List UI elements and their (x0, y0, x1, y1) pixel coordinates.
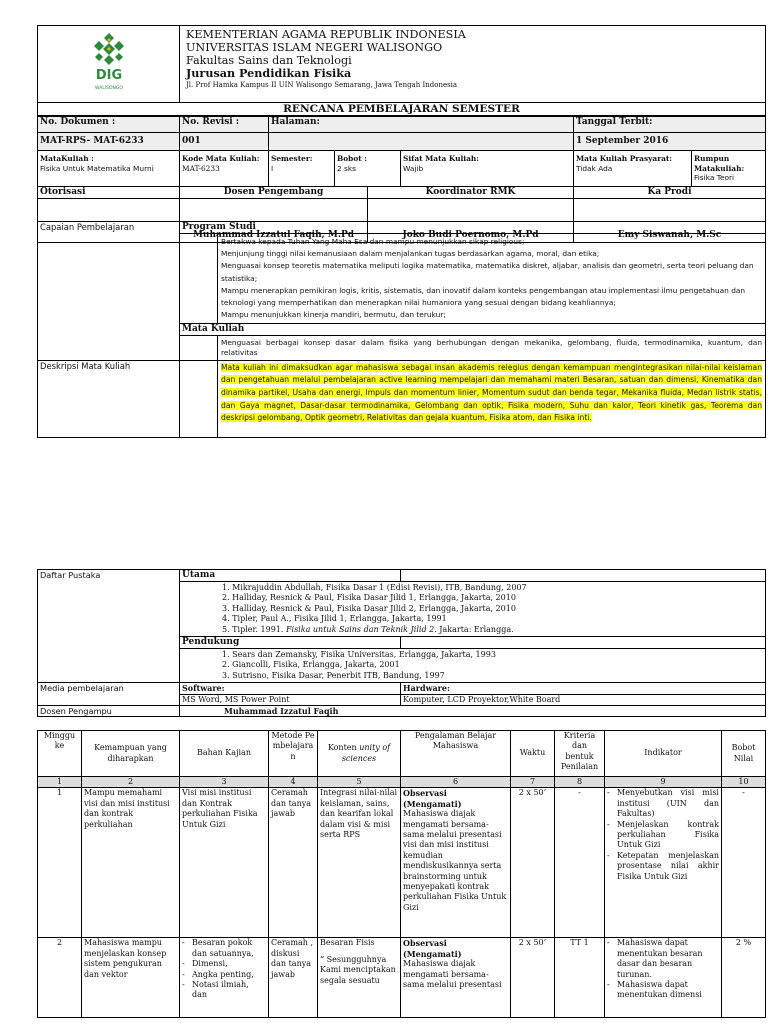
col-num: 5 (318, 777, 401, 788)
deskripsi-indent (180, 360, 218, 438)
col-kriteria: Kriteria dan bentuk Penilaian (555, 731, 605, 777)
indikator-item (607, 938, 719, 980)
prodi-item: Mampu menerapkan pemikiran logis, kritis, sistematis, dan inovatif dalam konteks pengembangan atau implementasi ilmu pengetahuan dan teknologi yang memperhatikan dan menerapkan nilai humaniora yang sesuai dengan bidang keahliannya; (221, 285, 746, 308)
pustaka-table (37, 569, 766, 717)
indikator-text: Menjelaskan kontrak perkuliahan Fisika Untuk Gizi (617, 819, 719, 850)
department-name: Jurusan Pendidikan Fisika (186, 66, 352, 80)
software-value: MS Word, MS Power Point (180, 694, 401, 705)
col-pengalaman: Pengalaman Belajar Mahasiswa (401, 731, 511, 777)
faculty-name: Fakultas Sains dan Teknologi (186, 54, 352, 67)
otorisasi-label: Otorisasi (38, 187, 180, 199)
deskripsi-label: Deskripsi Mata Kuliah (38, 360, 180, 438)
pengalaman-text: Mahasiswa diajak mengamati bersama-sama melalui presentasi (403, 959, 502, 990)
koordinator-label: Koordinator RMK (368, 187, 574, 199)
utama-blank (401, 570, 766, 582)
hardware-value: Komputer, LCD Proyektor,White Board (401, 694, 766, 705)
bahan-text: Besaran pokok dan satuannya, (192, 938, 254, 958)
schedule-table (37, 730, 766, 1018)
logo-caption: WALISONGO (94, 86, 123, 91)
bullet-dash: - (607, 980, 610, 990)
indikator-item (607, 851, 719, 882)
semester-label: Semester: (271, 154, 313, 163)
bahan-text: Notasi ilmiah, dan (192, 980, 249, 1000)
sifat-cell (401, 151, 574, 187)
bullet-dash: - (182, 980, 185, 990)
col-konten-italic: unity of sciences (341, 743, 391, 763)
kode-label: Kode Mata Kuliah: (182, 154, 260, 163)
kriteria: - (555, 788, 605, 938)
svg-text:DIG: DIG (95, 68, 122, 83)
rumpun-label: Rumpun Matakuliah: (694, 154, 745, 173)
pustaka-label: Daftar Pustaka (38, 570, 180, 683)
pengalaman-text: Mahasiswa diajak mengamati bersama-sama melalui presentasi visi dan misi institusi kemudian mendiskusikannya serta brainstorming untuk menyepakati kontrak perkuliahan Fisika Untuk Gizi (403, 809, 507, 912)
utama-item-title: Fisika untuk Sains dan Teknik Jilid 2 (285, 624, 435, 634)
bahan-item (182, 970, 266, 980)
waktu: 2 x 50’ (511, 788, 555, 938)
halaman-label: Halaman: (269, 117, 574, 133)
pendukung-list (180, 649, 766, 683)
bahan-item (182, 959, 266, 969)
indikator-text: Menyebutkan visi misi institusi (UIN dan Fakultas) (617, 788, 719, 819)
pendukung-item: 2. Giancolli, Fisika, Erlangga, Jakarta, 2001 (222, 660, 400, 670)
semester-value: I (271, 163, 274, 173)
hardware-label: Hardware: (401, 683, 766, 694)
column-number-row (38, 777, 766, 788)
utama-list (180, 582, 766, 637)
week-number: 1 (38, 788, 82, 938)
address: Jl. Prof Hamka Kampus II UIN Walisongo Semarang, Jawa Tengah Indonesia (186, 81, 458, 89)
konten-text: “ Sesungguhnya Kami menciptakan segala sesuatu (320, 954, 396, 985)
no-dokumen-value: MAT-RPS- MAT-6233 (38, 133, 180, 151)
bullet-dash: - (607, 938, 610, 948)
bahan-text: Dimensi, (192, 959, 228, 969)
utama-item-prefix: 5. Tipler. 1991. (222, 624, 286, 634)
col-num: 10 (722, 777, 766, 788)
utama-item-suffix: . Jakarta: Erlangga. (434, 624, 514, 634)
prodi-list (218, 234, 766, 324)
mk-indent (180, 336, 218, 360)
prodi-item: Menjunjung tinggi nilai kemanusiaan dalam menjalankan tugas berdasarkan agama, moral, dan etika; (221, 249, 600, 259)
table-row (38, 938, 766, 1018)
indikator-text: Ketepatan menjelaskan prosentase nilai akhir Fisika Untuk Gizi (617, 850, 719, 881)
indikator-text: Mahasiswa dapat menentukan dimensi (617, 980, 702, 1000)
institution-info (180, 26, 766, 103)
konten-title: Besaran Fisis (320, 938, 375, 948)
pengalaman-title: Observasi (Mengamati) (403, 938, 462, 959)
bahan-item (182, 938, 266, 959)
mata-kuliah-cp-text: Menguasai berbagai konsep dasar dalam fisika yang berhubungan dengan mekanika, gelombang, fluida, termodinamika, kuantum, dan relativitas (218, 336, 766, 360)
kriteria: TT 1 (555, 938, 605, 1018)
indikator-item (607, 980, 719, 1001)
mata-kuliah-value: Fisika Untuk Matematika Murni (40, 163, 154, 173)
indikator (605, 938, 722, 1018)
indikator-text: Mahasiswa dapat menentukan besaran dasar dan besaran turunan. (617, 938, 703, 979)
col-num: 6 (401, 777, 511, 788)
bobot-label: Bobot : (337, 154, 367, 163)
pengalaman (401, 788, 511, 938)
prasyarat-label: Mata Kuliah Prasyarat: (576, 154, 673, 163)
konten: Integrasi nilai-nilai keislaman, sains, dan kearifan lokal dalam visi & misi serta RPS (318, 788, 401, 938)
prasyarat-value: Tidak Ada (576, 163, 613, 173)
rps-title: RENCANA PEMBELAJARAN SEMESTER (38, 103, 766, 116)
col-konten-label: Konten (327, 743, 360, 753)
media-label: Media pembelajaran (38, 683, 180, 706)
kaprodi-label: Ka Prodi (574, 187, 766, 199)
bullet-dash: - (182, 938, 185, 948)
capaian-label: Capaian Pembelajaran (38, 222, 180, 361)
kode-cell (180, 151, 269, 187)
table-row (38, 788, 766, 938)
university-logo (87, 31, 131, 93)
pengampu-label: Dosen Pengampu (38, 706, 180, 717)
kemampuan: Mampu memahami visi dan misi institusi dan kontrak perkuliahan (82, 788, 180, 938)
mata-kuliah-cp-label: Mata Kuliah (180, 324, 766, 336)
no-revisi-label: No. Revisi : (180, 117, 269, 133)
week-number: 2 (38, 938, 82, 1018)
pendukung-item: 3. Sutrisno, Fisika Dasar, Penerbit ITB, Bandung, 1997 (222, 670, 445, 680)
bullet-dash: - (607, 819, 610, 829)
dosen-pengembang-name: Muhammad Izzatul Faqih, M.Pd (180, 199, 368, 243)
deskripsi-cell (218, 360, 766, 438)
bobot: - (722, 788, 766, 938)
sifat-label: Sifat Mata Kuliah: (403, 154, 479, 163)
kaprodi-name: Emy Siswanah, M.Sc (574, 199, 766, 243)
indikator-item (607, 820, 719, 851)
konten (318, 938, 401, 1018)
schedule-header-row (38, 731, 766, 777)
bobot: 2 % (722, 938, 766, 1018)
ministry-name: KEMENTERIAN AGAMA REPUBLIK INDONESIA (186, 28, 466, 41)
bobot-cell (335, 151, 401, 187)
utama-item: 2. Halliday, Resnick & Paul, Fisika Dasar Jilid 1, Erlangga, Jakarta, 2010 (222, 593, 516, 603)
deskripsi-text: Mata kuliah ini dimaksudkan agar mahasiswa sebagai insan akademis relegius dengan kemampuan mengintegrasikan nilai-nilai keislaman dan pengetahuan melalui pembelajaran active learning mempelajari dan memahami materi Besaran, satuan dan dimensi, Kinematika dan dinamika partikel, Usaha dan energi, Impuls dan momentum linier, Momentum sudut dan benda tegar, Mekanika fluida, Medan listrik statis, dan Gaya magnet, Dasar-dasar termodinamika, Gelombang dan optik, Fisika modern, Suhu dan kalor, Teori kinetik gas, Teorema dan deskripsi gelombang, Optik geometri, Relativitas dan gejala kuantum, Fisika atom, dan Fisika inti. (221, 362, 763, 423)
col-bahan: Bahan Kajian (180, 731, 269, 777)
prodi-item: Bertakwa kepada Tuhan Yang Maha Esa dan mampu menunjukkan sikap religious; (221, 237, 525, 246)
tanggal-terbit-value: 1 September 2016 (574, 133, 766, 151)
utama-item: 4. Tipler, Paul A., Fisika Jilid 1, Erlangga, Jakarta, 1991 (222, 614, 447, 624)
col-waktu: Waktu (511, 731, 555, 777)
waktu: 2 x 50’ (511, 938, 555, 1018)
prodi-item: Mampu menunjukkan kinerja mandiri, bermutu, dan terukur; (221, 310, 446, 320)
tanggal-terbit-label: Tanggal Terbit: (574, 117, 766, 133)
sifat-value: Wajib (403, 163, 424, 173)
utama-item: 1. Mikrajuddin Abdullah, Fisika Dasar 1 (Edisi Revisi), ITB, Bandung, 2007 (222, 583, 527, 592)
pendukung-item: 1. Sears dan Zemansky, Fisika Universitas, Erlangga, Jakarta, 1993 (222, 650, 496, 660)
col-kemampuan: Kemampuan yang diharapkan (82, 731, 180, 777)
utama-item (222, 625, 763, 635)
pengalaman (401, 938, 511, 1018)
university-name: UNIVERSITAS ISLAM NEGERI WALISONGO (186, 41, 443, 54)
mata-kuliah-cell (38, 151, 180, 187)
indikator-item (607, 788, 719, 819)
col-num: 3 (180, 777, 269, 788)
col-minggu: Minggu ke (38, 731, 82, 777)
col-metode: Metode Pembelajaran (269, 731, 318, 777)
document-header (37, 25, 766, 116)
metode: Ceramah dan tanya jawab (269, 788, 318, 938)
col-num: 2 (82, 777, 180, 788)
col-num: 9 (605, 777, 722, 788)
bullet-dash: - (182, 959, 185, 969)
utama-label: Utama (180, 570, 401, 582)
pendukung-blank (401, 637, 766, 649)
bahan-kajian (180, 938, 269, 1018)
prodi-indent (180, 234, 218, 324)
no-dokumen-label: No. Dokumen : (38, 117, 180, 133)
koordinator-name: Joko Budi Poernomo, M.Pd (368, 199, 574, 243)
col-num: 7 (511, 777, 555, 788)
mata-kuliah-label: MataKuliah : (40, 154, 94, 163)
col-num: 4 (269, 777, 318, 788)
bahan-item (182, 980, 266, 1001)
kode-value: MAT-6233 (182, 163, 220, 173)
dosen-pengembang-label: Dosen Pengembang (180, 187, 368, 199)
bullet-dash: - (182, 969, 185, 979)
indikator (605, 788, 722, 938)
col-num: 8 (555, 777, 605, 788)
halaman-value (269, 133, 574, 151)
logo-cell (38, 26, 180, 103)
col-bobot: Bobot Nilai (722, 731, 766, 777)
bullet-dash: - (607, 788, 610, 798)
rumpun-cell (692, 151, 766, 187)
software-label: Software: (180, 683, 401, 694)
col-konten (318, 731, 401, 777)
col-indikator: Indikator (605, 731, 722, 777)
bullet-dash: - (607, 850, 610, 860)
bobot-value: 2 sks (337, 163, 357, 173)
pendukung-label: Pendukung (180, 637, 401, 649)
pengampu-name: Muhammad Izzatul Faqih (180, 706, 766, 717)
prodi-item: Menguasai konsep teoretis matematika meliputi logika matematika, matematika diskret, aljabar, analisis dan geometri, serta teori peluang dan statistika; (221, 261, 754, 283)
col-num: 1 (38, 777, 82, 788)
rumpun-value: Fisika Teori (694, 173, 735, 183)
bahan-text: Angka penting, (192, 969, 254, 979)
program-studi-label: Program Studi (180, 222, 766, 234)
utama-item: 3. Halliday, Resnick & Paul, Fisika Dasar Jilid 2, Erlangga, Jakarta, 2010 (222, 603, 516, 613)
prasyarat-cell (574, 151, 692, 187)
bahan-kajian: Visi misi institusi dan Kontrak perkuliahan Fisika Untuk Gizi (180, 788, 269, 938)
metode: Ceramah , diskusi dan tanya jawab (269, 938, 318, 1018)
capaian-table (37, 221, 766, 438)
pengalaman-title: Observasi (Mengamati) (403, 788, 462, 809)
kemampuan: Mahasiswa mampu menjelaskan konsep sistem pengukuran dan vektor (82, 938, 180, 1018)
no-revisi-value: 001 (180, 133, 269, 151)
semester-cell (269, 151, 335, 187)
